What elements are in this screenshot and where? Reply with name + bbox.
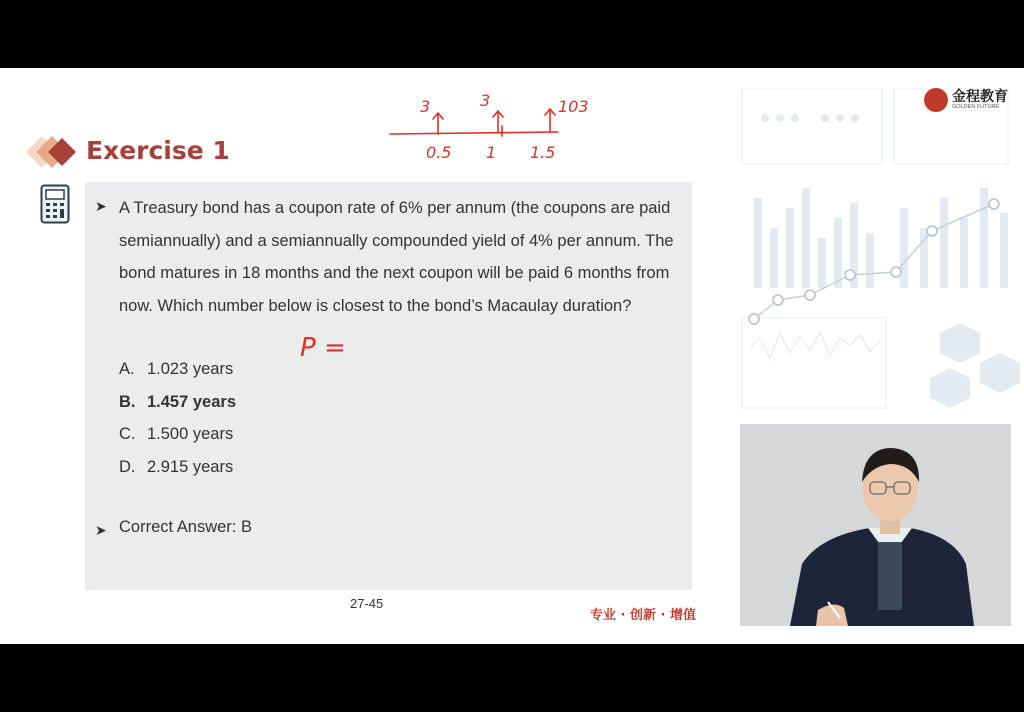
diamond-icon	[26, 134, 78, 170]
question-panel	[85, 182, 692, 590]
person-video	[740, 424, 1011, 626]
slogan: 专业 · 创新 · 增值	[590, 608, 696, 623]
answer-option-c	[119, 425, 233, 444]
answer-option-b	[119, 393, 236, 412]
slide	[0, 68, 1024, 644]
option-text: 1.500 years	[147, 425, 234, 443]
option-letter: D.	[119, 458, 136, 476]
handwritten-timeline	[380, 92, 610, 168]
timeline-bottom-label: 1.5	[530, 143, 556, 162]
logo-icon	[924, 88, 948, 112]
timeline-bottom-label: 1	[486, 143, 497, 162]
option-text: 2.915 years	[147, 458, 234, 476]
timeline-top-label: 103	[558, 97, 589, 116]
instructor-video[interactable]	[740, 424, 1011, 626]
page-number: 27-45	[350, 596, 384, 611]
question-text: A Treasury bond has a coupon rate of 6% per annum (the coupons are paid semiannually) and a semiannually compounded yield of 4% per annum. The bond matures in 18 months and the next coupon will be paid 6 months from now. Which number below is closest to the bond’s Macaulay duration?	[119, 199, 674, 315]
option-letter: B.	[119, 393, 136, 411]
answer-option-d	[119, 458, 233, 477]
answer-option-a	[119, 360, 233, 379]
formula-text: P =	[300, 333, 346, 363]
arrow-bullet-icon: ➤	[95, 522, 107, 538]
arrow-bullet-icon: ➤	[95, 198, 107, 214]
logo-subtext: GOLDEN FUTURE	[952, 104, 1000, 110]
timeline-bottom-label: 0.5	[426, 143, 452, 162]
slide-title: Exercise 1	[86, 136, 230, 165]
option-letter: A.	[119, 360, 135, 378]
timeline-top-label: 3	[480, 92, 491, 110]
timeline-top-label: 3	[420, 97, 431, 116]
correct-answer: Correct Answer: B	[119, 518, 252, 536]
logo-text: 金程教育	[952, 89, 1008, 105]
option-text: 1.023 years	[147, 360, 234, 378]
option-letter: C.	[119, 425, 136, 443]
handwritten-formula	[298, 326, 354, 364]
calculator-icon	[40, 184, 70, 224]
option-text: 1.457 years	[147, 393, 237, 411]
